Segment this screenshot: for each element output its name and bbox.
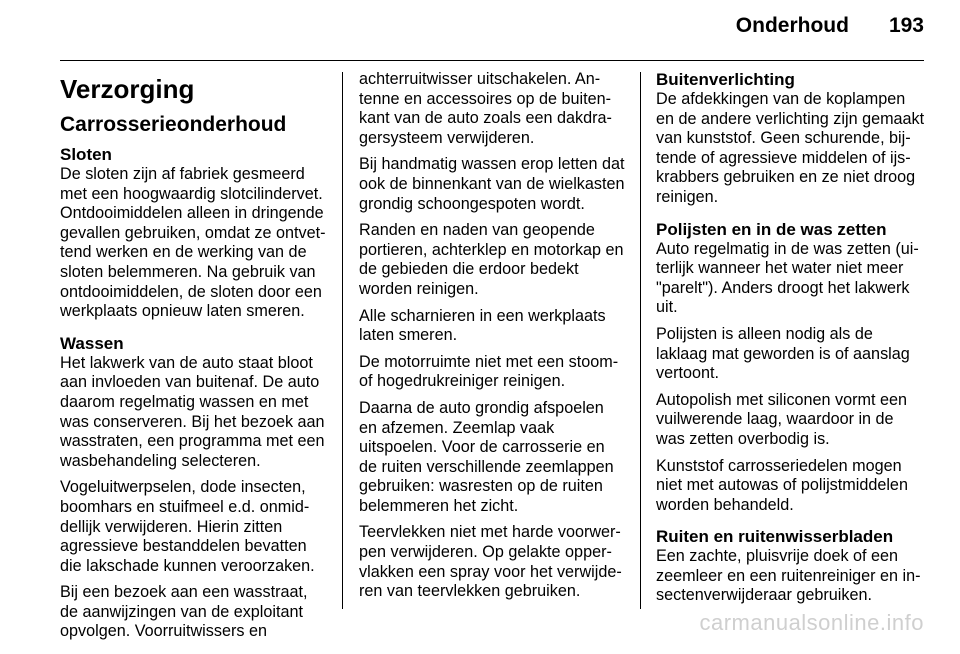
paragraph: Daarna de auto grondig afspoelen en afzemen. Zeemlap vaak uitspoelen. Voor de carrosserie en de ruiten verschillende zeemlappen gebruiken: wasresten op de ruiten belemmeren het zicht. bbox=[359, 398, 614, 515]
watermark: carmanualsonline.info bbox=[699, 610, 924, 635]
column-3 bbox=[656, 70, 926, 618]
paragraph: Vogeluitwerpselen, dode insecten, boomhars en stuifmeel e.d. onmiddellijk verwijderen. Hierin zitten agressieve bestanddelen bevatten die lakschade kunnen veroorzaken. bbox=[60, 478, 315, 575]
section-ruiten bbox=[656, 527, 926, 606]
paragraph: Bij een bezoek aan een wasstraat, de aanwijzingen van de exploitant opvolgen. Voorruitwissers en bbox=[60, 583, 308, 641]
section-wassen bbox=[60, 334, 328, 642]
paragraph: Kunststof carrosseriedelen mogen niet met autowas of polijstmiddelen worden behandeld. bbox=[656, 456, 908, 514]
section-sloten bbox=[60, 145, 328, 322]
paragraph: Auto regelmatig in de was zetten (uiterlijk wanneer het water niet meer "parelt"). Anders droogt het lakwerk uit. bbox=[656, 239, 919, 317]
heading-wassen: Wassen bbox=[60, 333, 124, 353]
column-1 bbox=[60, 74, 328, 654]
paragraph: Het lakwerk van de auto staat bloot aan invloeden van buitenaf. De auto daarom regelmatig wassen en met was conserveren. Bij het bezoek aan wasstraten, een programma met een wasbehandeling selecteren. bbox=[60, 353, 325, 470]
paragraph: De motorruimte niet met een stoom- of hogedrukreiniger reinigen. bbox=[359, 352, 619, 391]
paragraph: Randen en naden van geopende portieren, achterklep en motorkap en de gebieden die erdoor bedekt worden reinigen. bbox=[359, 221, 624, 298]
paragraph: Een zachte, pluisvrije doek of een zeemleer en een ruitenreiniger en insectenverwijderaar gebruiken. bbox=[656, 547, 921, 605]
heading-ruiten: Ruiten en ruitenwisserbladen bbox=[656, 527, 894, 547]
page-number: 193 bbox=[888, 14, 924, 37]
section-buitenverlichting bbox=[656, 70, 926, 208]
heading-sloten: Sloten bbox=[60, 145, 112, 164]
column-divider bbox=[640, 72, 641, 609]
column-2 bbox=[359, 70, 625, 609]
heading-polijsten: Polijsten en in de was zetten bbox=[656, 219, 887, 239]
paragraph: Polijsten is alleen nodig als de laklaag mat geworden is of aanslag vertoont. bbox=[656, 324, 910, 383]
heading-buitenverlichting: Buitenverlichting bbox=[656, 70, 795, 89]
header-rule bbox=[60, 60, 924, 61]
paragraph: De afdekkingen van de koplampen en de andere verlichting zijn gemaakt van kunststof. Geen schurende, bijtende of agressieve middelen of ijskrabbers gebruiken en ze niet droog reinigen. bbox=[656, 90, 925, 206]
paragraph: Autopolish met siliconen vormt een vuilwerende laag, waardoor in de was zetten overbodig is. bbox=[656, 390, 908, 448]
section-polijsten bbox=[656, 220, 926, 516]
subsection-heading-carrosserieonderhoud: Carrosserieonderhoud bbox=[60, 113, 287, 136]
paragraph: Alle scharnieren in een werkplaats laten smeren. bbox=[359, 306, 606, 345]
paragraph: Teervlekken niet met harde voorwerpen verwijderen. Op gelakte oppervlakken een spray voor het verwijderen van teervlekken gebruiken. bbox=[359, 523, 622, 601]
page-header bbox=[736, 0, 924, 52]
paragraph: De sloten zijn af fabriek gesmeerd met een hoogwaardig slotcilindervet. Ontdooimiddelen alleen in dringende gevallen gebruiken, omdat ze ontvettend werken en de werking van de sloten belemmeren. Na gebruik van ontdooimiddelen, de sloten door een werkplaats opnieuw laten smeren. bbox=[60, 165, 326, 321]
paragraph: achterruitwisser uitschakelen. Antenne en accessoires op de buitenkant van de auto zoals een dakdragersysteem verwijderen. bbox=[359, 70, 612, 147]
column-divider bbox=[342, 72, 343, 609]
paragraph: Bij handmatig wassen erop letten dat ook de binnenkant van de wielkasten grondig schoongespoten wordt. bbox=[359, 155, 625, 213]
chapter-title: Onderhoud bbox=[735, 14, 849, 37]
section-heading-verzorging: Verzorging bbox=[60, 74, 195, 104]
